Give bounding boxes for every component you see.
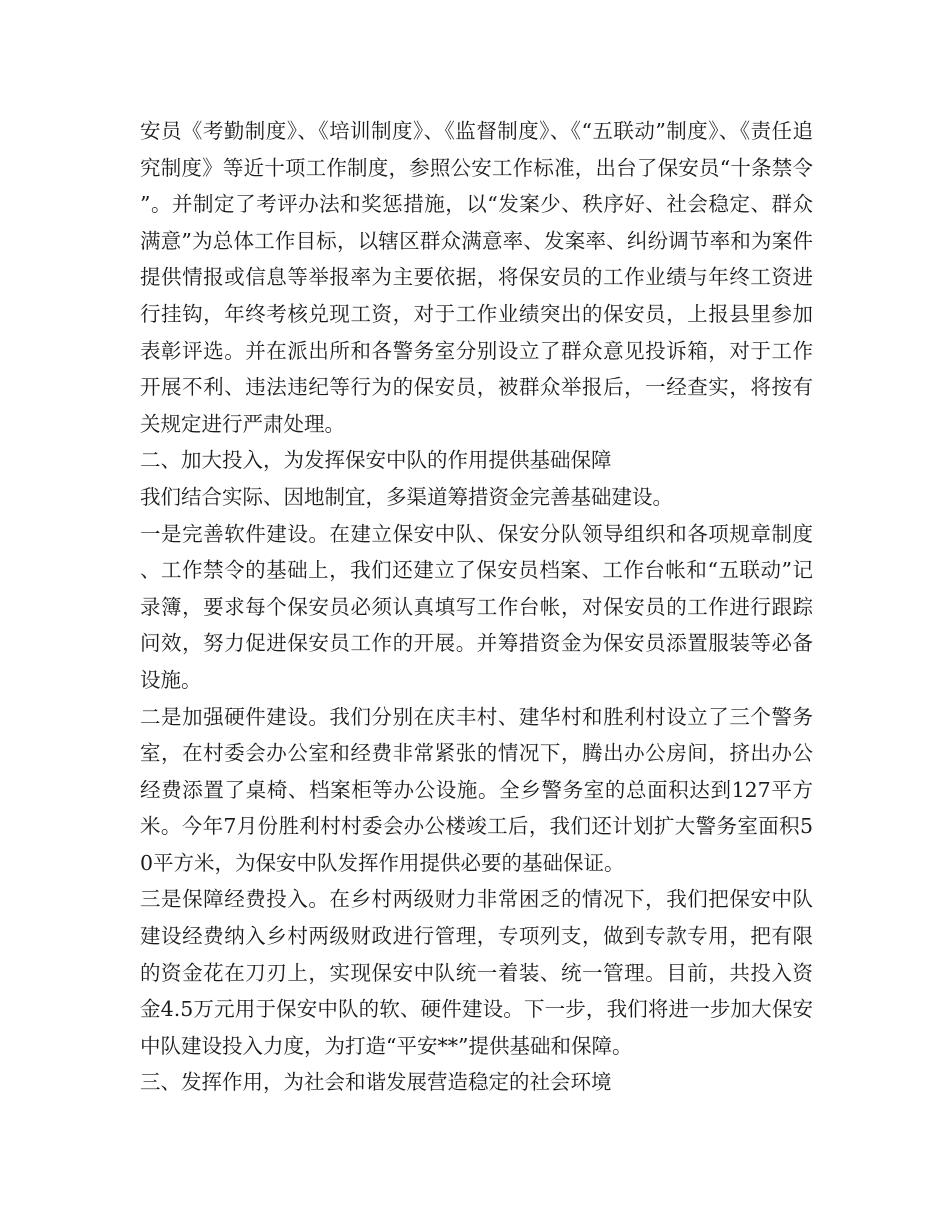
section-heading-2: 二、加大投入，为发挥保安中队的作用提供基础保障	[140, 448, 612, 473]
paragraph-software: 一是完善软件建设。在建立保安中队、保安分队领导组织和各项规章制度、工作禁令的基础上，我们还建立了保安员档案、工作台帐和“五联动”记录簿，要求每个保安员必须认真填写工作台帐，对保安员的工作进行跟踪问效，努力促进保安员工作的开展。并筹措资金为保安员添置服装等必备设施。	[140, 521, 813, 692]
paragraph-intro: 我们结合实际、因地制宜，多渠道筹措资金完善基础建设。	[140, 484, 673, 509]
paragraph-funding: 三是保障经费投入。在乡村两级财力非常困乏的情况下，我们把保安中队建设经费纳入乡村两级财政进行管理，专项列支，做到专款专用，把有限的资金花在刀刃上，实现保安中队统一着装、统一管理。目前，共投入资金4.5万元用于保安中队的软、硬件建设。下一步，我们将进一步加大保安中队建设投入力度，为打造“平安**”提供基础和保障。	[140, 887, 813, 1058]
section-heading-3: 三、发挥作用，为社会和谐发展营造稳定的社会环境	[140, 1070, 612, 1095]
paragraph-hardware: 二是加强硬件建设。我们分别在庆丰村、建华村和胜利村设立了三个警务室，在村委会办公室和经费非常紧张的情况下，腾出办公房间，挤出办公经费添置了桌椅、档案柜等办公设施。全乡警务室的总面积达到127平方米。今年7月份胜利村村委会办公楼竣工后，我们还计划扩大警务室面积50平方米，为保安中队发挥作用提供必要的基础保证。	[140, 704, 813, 875]
paragraph-rules: 安员《考勤制度》、《培训制度》、《监督制度》、《“五联动”制度》、《责任追究制度》等近十项工作制度，参照公安工作标准，出台了保安员“十条禁令”。并制定了考评办法和奖惩措施，以“发案少、秩序好、社会稳定、群众满意”为总体工作目标，以辖区群众满意率、发案率、纠纷调节率和为案件提供情报或信息等举报率为主要依据，将保安员的工作业绩与年终工资进行挂钩，年终考核兑现工资，对于工作业绩突出的保安员，上报县里参加表彰评选。并在派出所和各警务室分别设立了群众意见投诉箱，对于工作开展不利、违法违纪等行为的保安员，被群众举报后，一经查实，将按有关规定进行严肃处理。	[140, 119, 813, 436]
document-body	[140, 113, 813, 1101]
